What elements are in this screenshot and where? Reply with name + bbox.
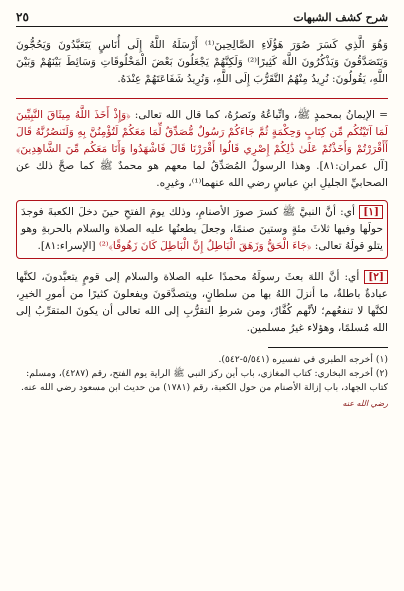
commentary-box-1 — [16, 200, 388, 259]
quran-verse: ﴿وَإِذْ أَخَذَ اللَّهُ مِيثَاقَ النَّبِيِّينَ لَمَا آتَيْتُكُم مِّن كِتَابٍ وَحِكْمَةٍ ثُمَّ جَاءَكُمْ رَسُولٌ مُّصَدِّقٌ لِّمَا مَعَكُمْ لَتُؤْمِنُنَّ بِهِ وَلَتَنصُرُنَّهُ قَالَ أَأَقْرَرْتُمْ وَأَخَذْتُمْ عَلَىٰ ذَٰلِكُمْ إِصْرِي قَالُوا أَقْرَرْنَا قَالَ فَاشْهَدُوا وَأَنَا مَعَكُم مِّنَ الشَّاهِدِينَ﴾ — [16, 109, 388, 155]
section-divider — [16, 98, 388, 99]
running-title: شرح كشف الشبهات — [293, 11, 388, 24]
commentary-number: [١] — [359, 205, 383, 219]
commentary-after: [آل عمران:٨١]. وهذا الرسولُ المُصَدِّقُ لما معهم هو محمدٌ ﷺ كما صحَّ ذلك عن الصحابيِّ الجليلِ ابنِ عباسٍ رضي الله عنهما⁽¹⁾، وغيرِه. — [16, 160, 388, 189]
commentary-intro: = الإيمانُ بمحمدٍ ﷺ، واتِّباعُهُ ونَصرُهُ، كما قال الله تعالى: — [130, 109, 388, 121]
signature-mark: رضي الله عنه — [342, 399, 388, 408]
verse-reference: [الإسراء:٨١]. — [37, 240, 100, 252]
commentary-2 — [16, 269, 388, 337]
commentary-block-2 — [16, 269, 388, 337]
page-header — [16, 6, 388, 24]
commentary-1 — [21, 204, 383, 255]
page-number: ٢٥ — [16, 10, 29, 24]
commentary-continued — [16, 107, 388, 192]
commentary-number-2: [٢] — [364, 270, 388, 284]
footnote-2: (٢) أخرجه البخاري: كتاب المغازي، باب أين ركز النبي ﷺ الراية يوم الفتح، رقم (٤٢٨٧)، ومسلم: كتاب الجهاد، باب إزالة الأصنام من حول الكعبة، رقم (١٧٨١) من حديث ابن مسعود رضي الله عنه. — [20, 368, 388, 393]
footnote-1: (١) أخرجه الطبري في تفسيره (٥/٥٤١-٥٤٢). — [218, 354, 388, 365]
commentary-1-text: أي: أنَّ النبيَّ ﷺ كسرَ صورَ الأصنامِ، وذلك يومَ الفتحِ حينَ دخلَ الكعبةَ فوجدَ حولَها وفيها ثلاثَ مئةٍ وستينَ صنمًا، وجعلَ يطعنُها عليه الصلاة والسلام بالحربةِ وهو يتلو قولَهُ تعالى: — [21, 206, 383, 252]
commentary-2-text: أي: أنَّ اللهَ بعثَ رسولَهُ محمدًا عليه الصلاة والسلام إلى قومٍ يتعبَّدونَ، لكنَّها عبادةٌ باطلةٌ، ما أنزلَ اللهُ بها من سلطانٍ، ويتصدَّقونَ ويفعلونَ كثيرًا من أمورِ الخيرِ، لكنَّها لا تنفعُهم؛ لأنَّهم كُفَّارٌ، ومن شرطِ التقرُّبِ إلى الله تعالى أن يكونَ المتقرِّبُ إلى الله مُسلمًا، وهؤلاء غيرُ مسلمين. — [16, 271, 388, 334]
quran-verse-2: ﴿جَاءَ الْحَقُّ وَزَهَقَ الْبَاطِلُ إِنَّ الْبَاطِلَ كَانَ زَهُوقًا﴾⁽²⁾ — [99, 240, 312, 252]
header-rule — [16, 26, 388, 27]
footnote-rule — [268, 347, 388, 348]
matn-paragraph: وَهُوَ الَّذِي كَسَرَ صُوَرَ هَؤُلَاءِ الصَّالِحِينَ⁽¹⁾ أَرْسَلَهُ اللَّهُ إِلَى أُنَاسٍ يَتَعَبَّدُونَ وَيَحُجُّونَ وَيَتَصَدَّقُونَ وَيَذْكُرُونَ اللَّهَ كَثِيرًا⁽²⁾ وَلَكِنَّهُمْ يَجْعَلُونَ بَعْضَ الْمَخْلُوقَاتِ وَسَائِطَ بَيْنَهُمْ وَبَيْنَ اللَّهِ، يَقُولُونَ: نُرِيدُ مِنْهُمُ التَّقَرُّبَ إِلَى اللَّهِ، وَنُرِيدُ شَفَاعَتَهُمْ عِنْدَهُ. — [16, 39, 388, 85]
